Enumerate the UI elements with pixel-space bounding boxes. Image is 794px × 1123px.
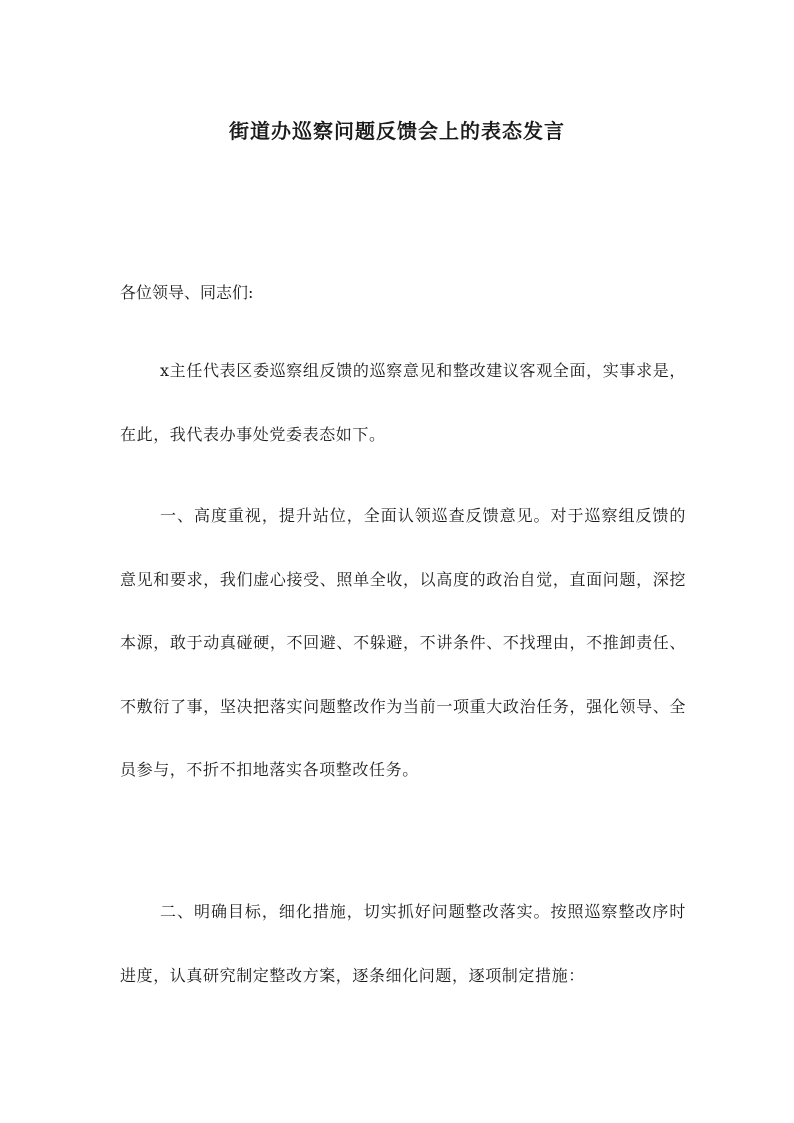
paragraph-3: 二、明确目标，细化措施，切实抓好问题整改落实。按照巡察整改序时进度，认真研究制定整改方案，逐条细化问题，逐项制定措施：: [120, 902, 686, 985]
salutation: 各位领导、同志们:: [120, 283, 254, 302]
document-title: 街道办巡察问题反馈会上的表态发言: [229, 119, 565, 143]
paragraph-2: 一、高度重视，提升站位，全面认领巡查反馈意见。对于巡察组反馈的意见和要求，我们虚心接受、照单全收，以高度的政治自觉，直面问题，深挖本源，敢于动真碰硬，不回避、不躲避，不讲条件、不找理由，不推卸责任、不敷衍了事，坚决把落实问题整改作为当前一项重大政治任务，强化领导、全员参与，不折不扣地落实各项整改任务。: [120, 506, 686, 779]
paragraph-1: x主任代表区委巡察组反馈的巡察意见和整改建议客观全面，实事求是，在此，我代表办事处党委表态如下。: [120, 361, 686, 444]
